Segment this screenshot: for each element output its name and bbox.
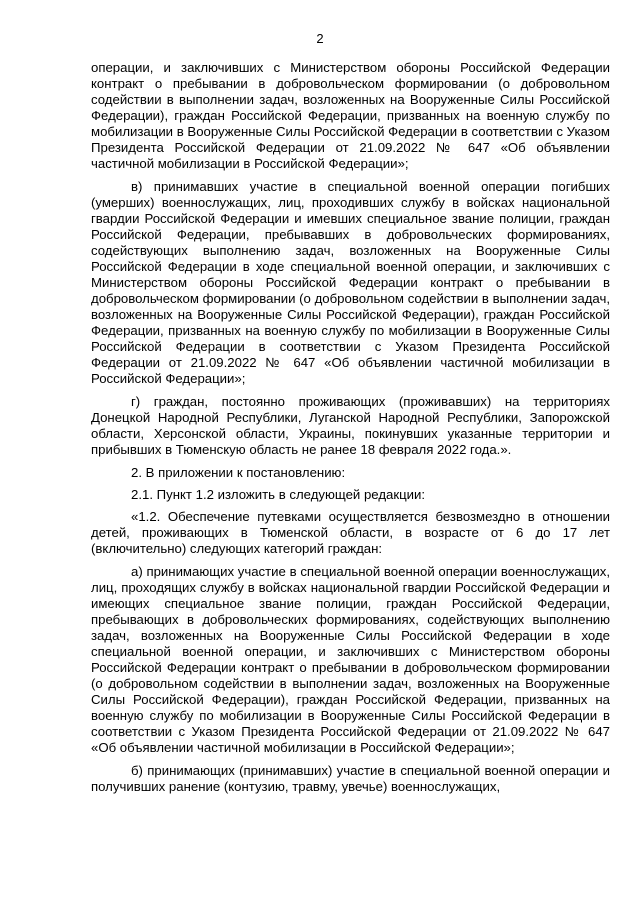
paragraph-continuation: операции, и заключивших с Министерством обороны Российской Федерации контракт о пребывании в добровольческом формировании (о добровольном содействии в выполнении задач, возложенных на Вооруженные Силы Российской Федерации), граждан Российской Федерации, призванных на военную службу по мобилизации в Вооруженные Силы Российской Федерации в соответствии с Указом Президента Российской Федерации от 21.09.2022 № 647 «Об объявлении частичной мобилизации в Российской Федерации»;: [91, 60, 610, 171]
paragraph-section-2: 2. В приложении к постановлению:: [131, 465, 346, 480]
paragraph-item-v: в) принимавших участие в специальной военной операции погибших (умерших) военнослужащих, лиц, проходивших службу в войсках национальной гвардии Российской Федерации и имевших специальное звание полиции, граждан Российской Федерации, пребывавших в добровольческих формированиях, содействующих выполнению задач, возложенных на Вооруженные Силы Российской Федерации в ходе специальной военной операции, и заключивших с Министерством обороны Российской Федерации контракт о пребывании в добровольческом формировании (о добровольном содействии в выполнении задач, возложенных на Вооруженные Силы Российской Федерации), граждан Российской Федерации, призванных на военную службу по мобилизации в Вооруженные Силы Российской Федерации в соответствии с Указом Президента Российской Федерации от 21.09.2022 № 647 «Об объявлении частичной мобилизации в Российской Федерации»;: [91, 179, 610, 386]
document-body: [91, 60, 610, 802]
paragraph-item-a: а) принимающих участие в специальной военной операции военнослужащих, лиц, проходящих службу в войсках национальной гвардии Российской Федерации и имеющих специальное звание полиции, граждан Российской Федерации, пребывающих в добровольческих формированиях, содействующих выполнению задач, возложенных на Вооруженные Силы Российской Федерации в ходе специальной военной операции, и заключивших с Министерством обороны Российской Федерации контракт о пребывании в добровольческом формировании (о добровольном содействии в выполнении задач, возложенных на Вооруженные Силы Российской Федерации), граждан Российской Федерации, призванных на военную службу по мобилизации в Вооруженные Силы Российской Федерации в соответствии с Указом Президента Российской Федерации от 21.09.2022 № 647 «Об объявлении частичной мобилизации в Российской Федерации»;: [91, 564, 610, 755]
paragraph-item-b: б) принимающих (принимавших) участие в специальной военной операции и получивших ранение (контузию, травму, увечье) военнослужащих,: [91, 763, 610, 794]
paragraph-section-2-1: 2.1. Пункт 1.2 изложить в следующей редакции:: [131, 487, 426, 502]
paragraph-item-g: г) граждан, постоянно проживающих (проживавших) на территориях Донецкой Народной Республики, Луганской Народной Республики, Запорожской области, Херсонской области, Украины, покинувших указанные территории и прибывших в Тюменскую область не ранее 18 февраля 2022 года.».: [91, 394, 610, 457]
paragraph-item-1-2: «1.2. Обеспечение путевками осуществляется безвозмездно в отношении детей, проживающих в Тюменской области, в возрасте от 6 до 17 лет (включительно) следующих категорий граждан:: [91, 509, 610, 556]
page-number: 2: [316, 31, 324, 46]
